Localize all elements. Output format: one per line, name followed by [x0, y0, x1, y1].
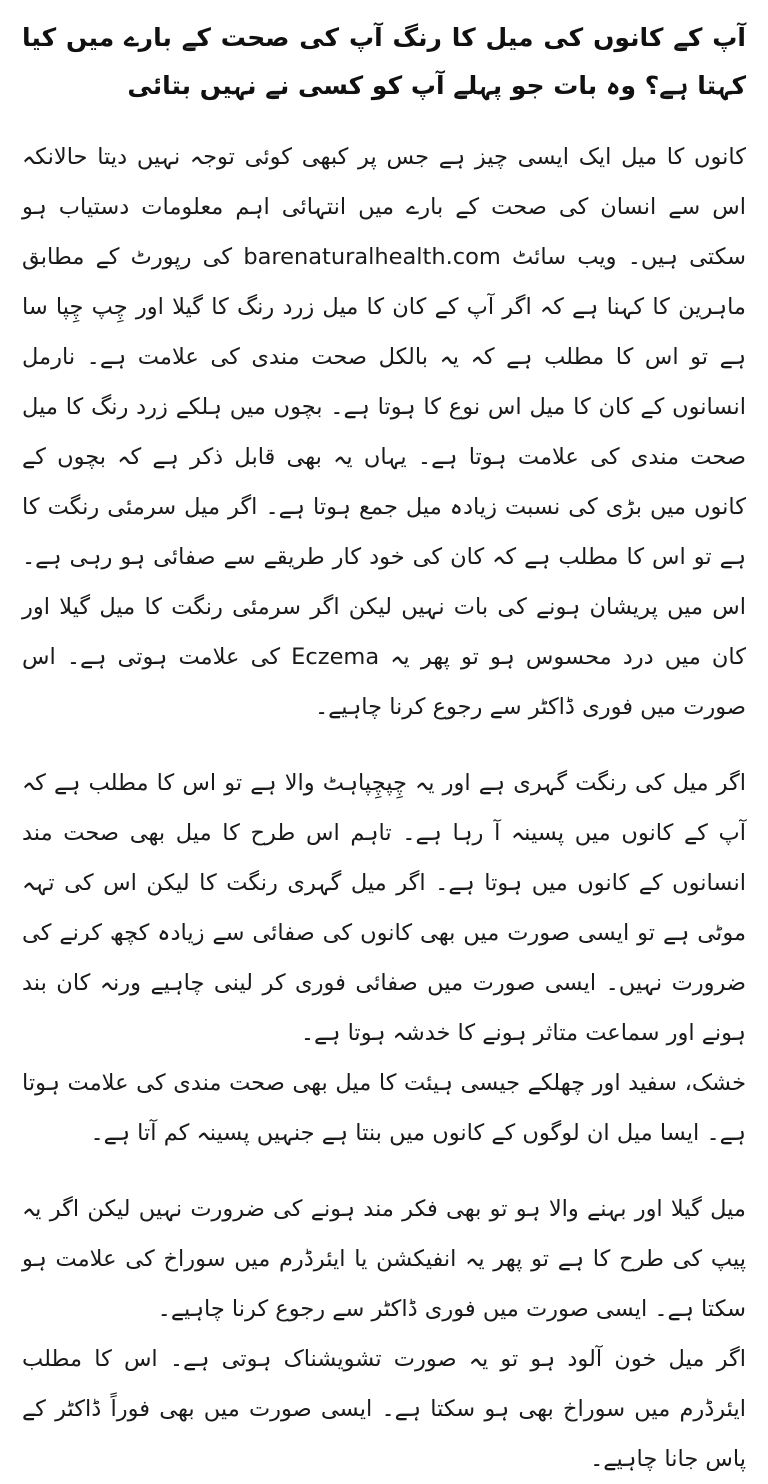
article-title: آپ کے کانوں کی میل کا رنگ آپ کی صحت کے بارے میں کیا کہتا ہے؟ وہ بات جو پہلے آپ کو کسی نے نہیں بتائی	[22, 23, 746, 100]
article-paragraph-bloody-earwax: اگر میل خون آلود ہو تو یہ صورت تشویشناک ہوتی ہے۔ اس کا مطلب ایئرڈرم میں سوراخ بھی ہو سکتا ہے۔ ایسی صورت میں بھی فوراً ڈاکٹر کے پاس جانا چاہیے۔	[22, 1346, 746, 1472]
article-paragraph-earwax-overview: کانوں کا میل ایک ایسی چیز ہے جس پر کبھی کوئی توجہ نہیں دیتا حالانکہ اس سے انسان کی صحت کے بارے میں انتہائی اہم معلومات دستیاب ہو سکتی ہیں۔ ویب سائٹ barenaturalhealth.com کی رپورٹ کے مطابق ماہرین کا کہنا ہے کہ اگر آپ کے کان کا میل زرد رنگ کا گیلا اور چِپ چِپا سا ہے تو اس کا مطلب ہے کہ یہ بالکل صحت مندی کی علامت ہے۔ نارمل انسانوں کے کان کا میل اس نوع کا ہوتا ہے۔ بچوں میں ہلکے زرد رنگ کا میل صحت مندی کی علامت ہوتا ہے۔ یہاں یہ بھی قابل ذکر ہے کہ بچوں کے کانوں میں بڑی کی نسبت زیادہ میل جمع ہوتا ہے۔ اگر میل سرمئی رنگت کا ہے تو اس کا مطلب ہے کہ کان کی خود کار طریقے سے صفائی ہو رہی ہے۔ اس میں پریشان ہونے کی بات نہیں لیکن اگر سرمئی رنگت کا میل گیلا اور کان میں درد محسوس ہو تو پھر یہ Eczema کی علامت ہوتی ہے۔ اس صورت میں فوری ڈاکٹر سے رجوع کرنا چاہیے۔	[22, 144, 746, 720]
article-paragraph-wet-earwax: میل گیلا اور بہنے والا ہو تو بھی فکر مند ہونے کی ضرورت نہیں لیکن اگر یہ پیپ کی طرح کا ہے تو پھر یہ انفیکشن یا ایئرڈرم میں سوراخ کی علامت ہو سکتا ہے۔ ایسی صورت میں فوری ڈاکٹر سے رجوع کرنا چاہیے۔	[22, 1196, 746, 1322]
article-paragraph-dry-earwax: خشک، سفید اور چھلکے جیسی ہیئت کا میل بھی صحت مندی کی علامت ہوتا ہے۔ ایسا میل ان لوگوں کے کانوں میں بنتا ہے جنہیں پسینہ کم آتا ہے۔	[22, 1070, 746, 1146]
article-paragraph-dark-earwax: اگر میل کی رنگت گہری ہے اور یہ چِپچِپاہٹ والا ہے تو اس کا مطلب ہے کہ آپ کے کانوں میں پسینہ آ رہا ہے۔ تاہم اس طرح کا میل بھی صحت مند انسانوں کے کانوں میں ہوتا ہے۔ اگر میل گہری رنگت کا لیکن اس کی تہہ موٹی ہے تو ایسی صورت میں بھی کانوں کی صفائی سے زیادہ کچھ کرنے کی ضرورت نہیں۔ ایسی صورت میں صفائی فوری کر لینی چاہیے ورنہ کان بند ہونے اور سماعت متاثر ہونے کا خدشہ ہوتا ہے۔	[22, 770, 746, 1046]
